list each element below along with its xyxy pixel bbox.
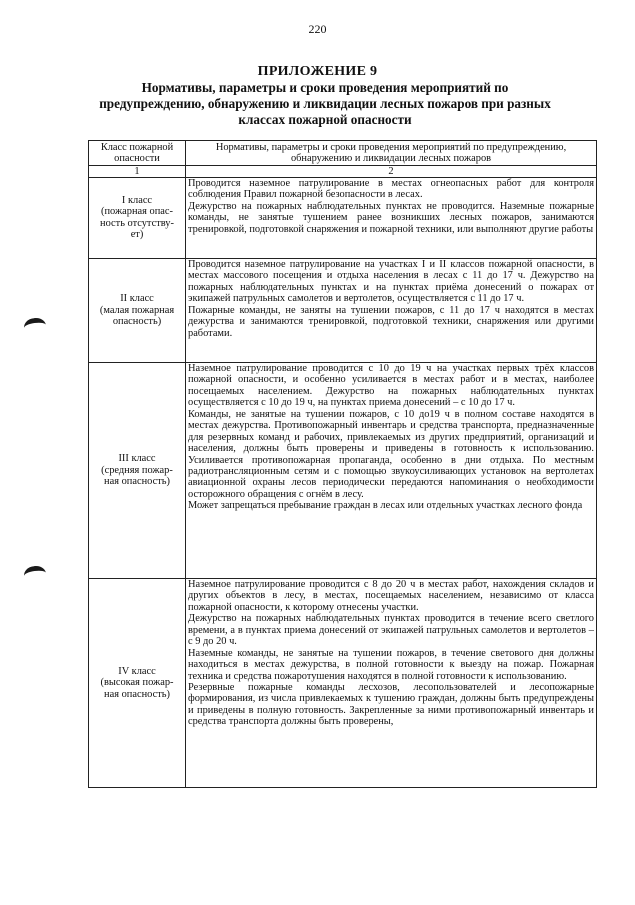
norms-paragraph: Дежурство на пожарных наблюдательных пунктах проводится в течение всего светлого времени, а в пунктах приема донесений от экипажей патрульных самолетов и вертолетов – с 9 до 20 ч. [188,613,594,648]
header-norms: Нормативы, параметры и сроки проведения мероприятий по предупреждению, обнаружению и ликвидации лесных пожаров [186,141,597,166]
class-line: ет) [130,229,144,241]
norms-paragraph: Проводится наземное патрулирование в местах огнеопасных работ для контроля соблюдения Правил пожарной безопасности в лесах. [188,177,594,201]
norms-paragraph: Команды, не занятые на тушении пожаров, с 10 до19 ч в полном составе находятся в местах дежурства. Противопожарный инвентарь и средства транспорта, предназначенные для резервных команд и рабочих, привлекаемых из других предприятий, организаций и населения, должны быть проверены и приведены в готовность к использованию. Усиливается противопожарная пропаганда, особенно в дни отдыха. По местным радиотрансляционным сетям и с помощью звукоусиливающих установок на вертолетах авиационной охраны лесов периодически передаются напоминания о необходимости осторожного обращения с огнём в лесу. [188,408,594,500]
table-row [89,177,597,258]
class-line: (пожарная опас- [101,206,173,218]
norms-paragraph: Наземное патрулирование проводится с 8 до 20 ч в местах работ, нахождения складов и других объектов в лесу, в местах, посещаемых населением, независимо от класса пожарной опасности, к которому отнесены участки. [188,578,594,613]
norms-cell [186,258,597,362]
header-class: Класс пожарной опасности [89,141,186,166]
norms-cell [186,362,597,578]
norms-paragraph: Резервные пожарные команды лесхозов, лесопользователей и лесопожарные формирования, из числа привлекаемых к тушению граждан, должны быть предупреждены и приведены в полную готовность. Закрепленные за ними противопожарный инвентарь и средства транспорта должны быть проверены, [188,681,594,728]
column-number-row [89,165,597,177]
class-cell [89,578,186,787]
class-line: ная опасность) [104,688,170,700]
class-cell [89,258,186,362]
document-heading: Нормативы, параметры и сроки проведения мероприятий по предупреждению, обнаружению и ликвидации лесных пожаров при разных классах пожарной опасности [99,80,551,127]
scan-mark-top [23,317,47,337]
class-cell [89,177,186,258]
class-line: I класс [121,195,153,206]
norms-paragraph: Наземное патрулирование проводится с 10 до 19 ч на участках первых трёх классов пожарной опасности, и особенно усиливается в местах работ и в местах, наиболее посещаемых населением. Дежурство на пожарных наблюдательных пунктах осуществляется с 10 до 19 ч, на пунктах приема донесений – с 10 до 17 ч. [188,362,594,409]
fire-danger-norms-table [88,140,597,788]
scan-mark-bottom [23,565,47,585]
class-line: IV класс [118,665,156,677]
class-line: (малая пожарная [99,304,175,316]
table-row [89,578,597,787]
table-row [89,258,597,362]
class-line: ность отсутству- [100,217,174,229]
norms-paragraph: Может запрещаться пребывание граждан в лесах или отдельных участках лесного фонда [188,500,583,512]
norms-cell [186,177,597,258]
class-line: III класс [118,453,156,465]
table-row [89,362,597,578]
column-number: 2 [186,165,597,177]
norms-paragraph: Пожарные команды, не заняты на тушении пожаров, с 11 до 17 ч находятся в местах дежурства и занимаются тренировкой, подготовкой техники, снаряжения или другими работами. [188,304,594,339]
class-line: опасность) [112,316,162,328]
page-number: 220 [308,22,327,36]
norms-cell [186,578,597,787]
class-line: (высокая пожар- [100,677,174,689]
appendix-title: ПРИЛОЖЕНИЕ 9 [257,64,378,79]
norms-paragraph: Наземные команды, не занятые на тушении пожаров, в течение светового дня должны находиться в местах дежурства, в полной готовности к выезду на пожар. Пожарная техника и средства пожаротушения находятся в полной готовности к использованию. [188,647,594,682]
class-line: ная опасность) [104,476,170,488]
class-line: (средняя пожар- [101,464,173,476]
norms-paragraph: Проводится наземное патрулирование на участках I и II классов пожарной опасности, в местах массового посещения и отдыха населения в лесах с 11 до 17 ч. Дежурство на пожарных наблюдательных пунктах и на пунктах приёма донесений о пожарах от экипажей патрульных самолетов и вертолетов, осуществляется с 11 до 17 ч. [188,258,594,305]
table-header-row [89,141,597,166]
norms-paragraph: Дежурство на пожарных наблюдательных пунктах не проводится. Наземные пожарные команды, не занятые тушением ранее возникших лесных пожаров, занимаются тренировкой, подготовкой снаряжения и пожарной техники, или выполняют другие работы [188,200,594,235]
class-line: II класс [120,293,154,305]
column-number: 1 [89,165,186,177]
class-cell [89,362,186,578]
